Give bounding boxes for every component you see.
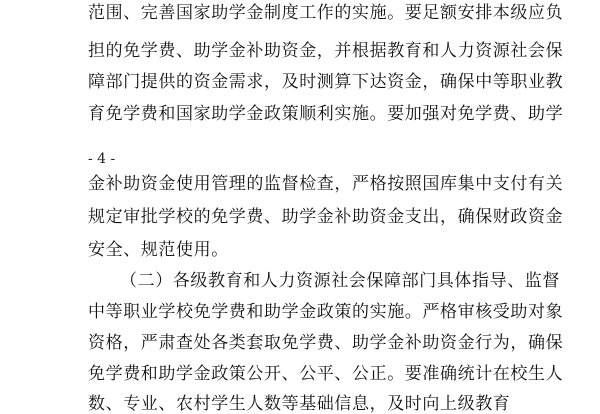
text-line: 障部门提供的资金需求，及时测算下达资金，确保中等职业教 <box>88 72 564 92</box>
text-line: 中等职业学校免学费和助学金政策的实施。严格审核受助对象 <box>88 302 564 322</box>
text-line: 金补助资金使用管理的监督检查，严格按照国库集中支付有关 <box>88 174 564 194</box>
text-line: 规定审批学校的免学费、助学金补助资金支出，确保财政资金 <box>88 207 564 227</box>
text-line: 数、专业、农村学生人数等基础信息，及时向上级教育 <box>88 394 511 414</box>
section-heading-line: （二）各级教育和人力资源社会保障部门具体指导、监督 <box>120 271 560 291</box>
text-line: 安全、规范使用。 <box>88 240 229 260</box>
text-line: 资格，严肃查处各类套取免学费、助学金补助资金行为，确保 <box>88 333 564 353</box>
page-number: - 4 - <box>88 151 116 167</box>
text-line: 免学费和助学金政策公开、公平、公正。要准确统计在校生人 <box>88 364 564 384</box>
text-line: 范围、完善国家助学金制度工作的实施。要足额安排本级应负 <box>88 3 564 23</box>
text-line: 育免学费和国家助学金政策顺利实施。要加强对免学费、助学 <box>88 104 564 124</box>
text-line: 担的免学费、助学金补助资金，并根据教育和人力资源社会保 <box>88 41 564 61</box>
